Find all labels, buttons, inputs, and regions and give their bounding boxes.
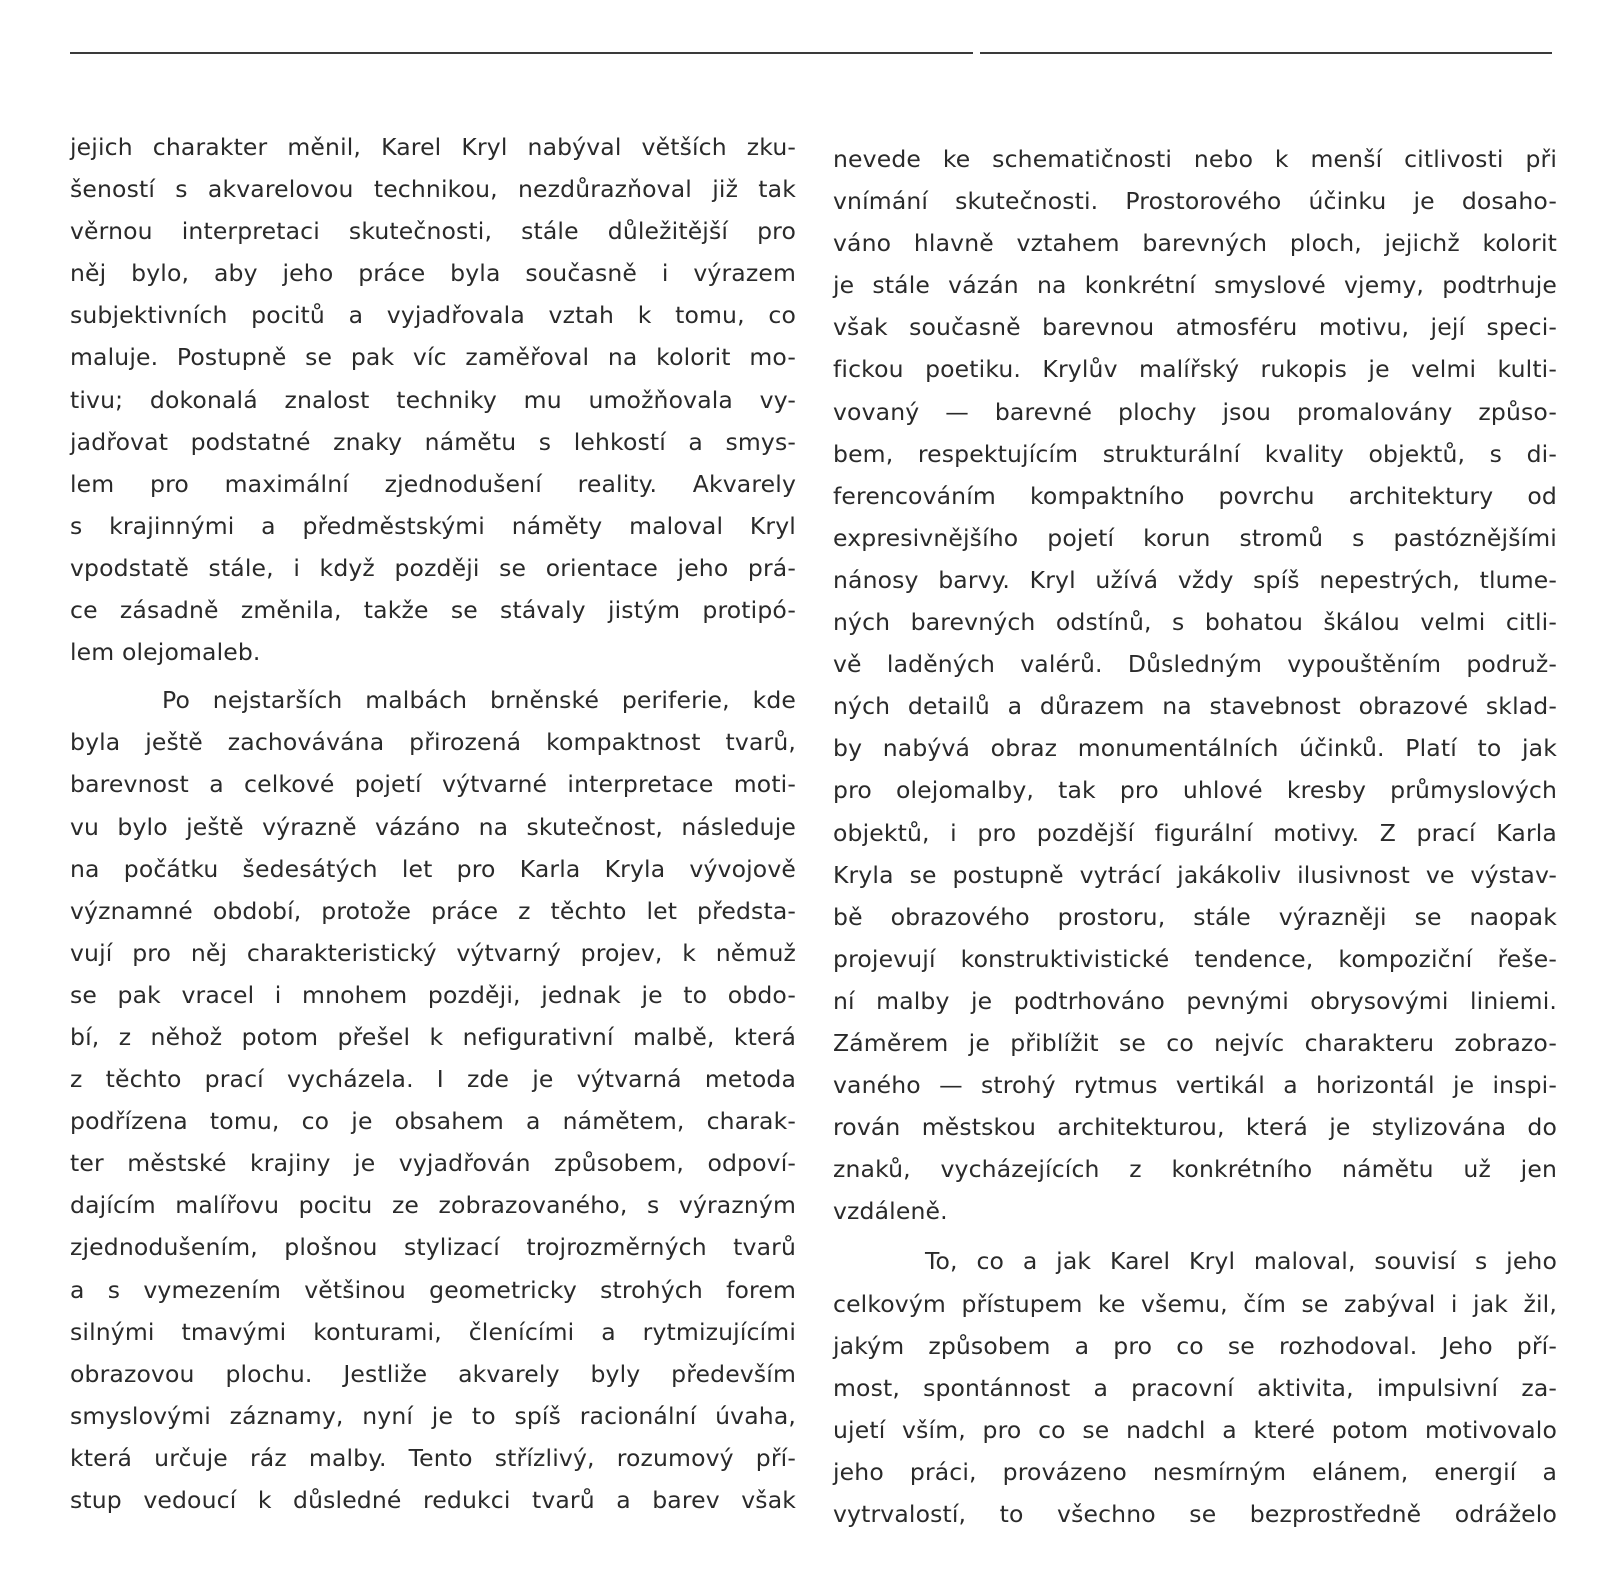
text-line: se pak vracel i mnohem později, jednak je to obdo- — [70, 980, 796, 1009]
text-line: rován městskou architekturou, která je stylizována do — [833, 1113, 1557, 1142]
text-line: podřízena tomu, co je obsahem a námětem, charak- — [70, 1107, 796, 1136]
header-rule-right — [980, 52, 1552, 54]
text-line: fickou poetiku. Krylův malířský rukopis je velmi kulti- — [833, 355, 1557, 384]
right-text-column — [833, 138, 1557, 1535]
text-line: vě laděných valérů. Důsledným vypouštěním podruž- — [833, 650, 1557, 679]
paragraph — [833, 1240, 1557, 1535]
text-line: projevují konstruktivistické tendence, kompoziční řeše- — [833, 944, 1557, 973]
text-line: maluje. Postupně se pak víc zaměřoval na kolorit mo- — [70, 343, 796, 372]
text-line: lem pro maximální zjednodušení reality. Akvarely — [70, 469, 796, 498]
text-line: ter městské krajiny je vyjadřován způsobem, odpoví- — [70, 1149, 796, 1178]
text-line: která určuje ráz malby. Tento střízlivý, rozumový pří- — [70, 1443, 796, 1472]
text-line: expresivnějšího pojetí korun stromů s pastóznějšími — [833, 523, 1557, 552]
text-line: šeností s akvarelovou technikou, nezdůrazňoval již tak — [70, 175, 796, 204]
text-line: na počátku šedesátých let pro Karla Kryla vývojově — [70, 854, 796, 883]
text-line: nevede ke schematičnosti nebo k menší citlivosti při — [833, 145, 1557, 173]
paragraph — [70, 126, 796, 673]
text-line: váno hlavně vztahem barevných ploch, jejichž kolorit — [833, 229, 1557, 258]
text-line: nánosy barvy. Kryl užívá vždy spíš nepestrých, tlume- — [833, 565, 1557, 594]
text-line: bem, respektujícím strukturální kvality objektů, s di- — [833, 439, 1557, 468]
text-line: by nabývá obraz monumentálních účinků. Platí to jak — [833, 734, 1557, 763]
text-line: jakým způsobem a pro co se rozhodoval. Jeho pří- — [833, 1331, 1557, 1360]
text-line: smyslovými záznamy, nyní je to spíš racionální úvaha, — [70, 1401, 796, 1430]
text-line: Záměrem je přiblížit se co nejvíc charakteru zobrazo- — [833, 1028, 1557, 1057]
text-line: vují pro něj charakteristický výtvarný projev, k němuž — [70, 938, 796, 967]
text-line: vovaný — barevné plochy jsou promalovány způso- — [833, 397, 1557, 426]
text-line: vnímání skutečnosti. Prostorového účinku je dosaho- — [833, 187, 1557, 216]
text-line: a s vymezením většinou geometricky strohých forem — [70, 1275, 796, 1304]
text-line: barevnost a celkové pojetí výtvarné interpretace moti- — [70, 770, 796, 799]
text-line: jeho práci, provázeno nesmírným elánem, energií a — [833, 1457, 1557, 1486]
text-line: jejich charakter měnil, Karel Kryl nabýval větších zku- — [70, 133, 796, 161]
text-line: tivu; dokonalá znalost techniky mu umožňovala vy- — [70, 385, 796, 414]
text-line: s krajinnými a předměstskými náměty maloval Kryl — [70, 511, 796, 540]
paragraph — [70, 679, 796, 1521]
text-line: z těchto prací vycházela. I zde je výtvarná metoda — [70, 1065, 796, 1094]
text-line: vytrvalostí, to všechno se bezprostředně odráželo — [833, 1500, 1557, 1528]
text-line: jadřovat podstatné znaky námětu s lehkostí a smys- — [70, 427, 796, 456]
text-line: bí, z něhož potom přešel k nefigurativní malbě, která — [70, 1022, 796, 1051]
paragraph — [833, 138, 1557, 1232]
text-line: zjednodušením, plošnou stylizací trojrozměrných tvarů — [70, 1233, 796, 1262]
text-line: něj bylo, aby jeho práce byla současně i výrazem — [70, 259, 796, 288]
text-line: celkovým přístupem ke všemu, čím se zabýval i jak žil, — [833, 1289, 1557, 1318]
text-line: ných detailů a důrazem na stavebnost obrazové sklad- — [833, 692, 1557, 721]
text-line: vzdáleně. — [833, 1197, 948, 1226]
text-line: ných barevných odstínů, s bohatou škálou velmi citli- — [833, 608, 1557, 637]
text-line: obrazovou plochu. Jestliže akvarely byly především — [70, 1359, 796, 1388]
text-line: subjektivních pocitů a vyjadřovala vztah k tomu, co — [70, 301, 796, 330]
text-line: lem olejomaleb. — [70, 638, 261, 667]
text-line: objektů, i pro pozdější figurální motivy. Z prací Karla — [833, 818, 1557, 847]
text-line: Po nejstarších malbách brněnské periferie, kde — [162, 686, 796, 715]
text-line: věrnou interpretaci skutečnosti, stále důležitější pro — [70, 217, 796, 246]
text-line: znaků, vycházejících z konkrétního námětu už jen — [833, 1155, 1557, 1184]
text-line: byla ještě zachovávána přirozená kompaktnost tvarů, — [70, 728, 796, 757]
text-line: pro olejomalby, tak pro uhlové kresby průmyslových — [833, 776, 1557, 805]
text-line: vpodstatě stále, i když později se orientace jeho prá- — [70, 553, 796, 582]
text-line: dajícím malířovu pocitu ze zobrazovaného, s výrazným — [70, 1191, 796, 1220]
paragraph-gap — [833, 1232, 1557, 1240]
text-line: ujetí vším, pro co se nadchl a které potom motivovalo — [833, 1415, 1557, 1444]
text-line: Kryla se postupně vytrácí jakákoliv ilusivnost ve výstav- — [833, 860, 1557, 889]
header-rule-left — [70, 52, 973, 54]
text-line: vaného — strohý rytmus vertikál a horizontál je inspi- — [833, 1071, 1557, 1100]
text-line: To, co a jak Karel Kryl maloval, souvisí s jeho — [925, 1247, 1557, 1276]
text-line: je stále vázán na konkrétní smyslové vjemy, podtrhuje — [833, 271, 1557, 300]
left-text-column — [70, 126, 796, 1521]
text-line: ferencováním kompaktního povrchu architektury od — [833, 481, 1557, 510]
text-line: vu bylo ještě výrazně vázáno na skutečnost, následuje — [70, 812, 796, 841]
text-line: významné období, protože práce z těchto let předsta- — [70, 896, 796, 925]
text-line: však současně barevnou atmosféru motivu, její speci- — [833, 313, 1557, 342]
text-line: most, spontánnost a pracovní aktivita, impulsivní za- — [833, 1373, 1557, 1402]
text-line: stup vedoucí k důsledné redukci tvarů a barev však — [70, 1486, 796, 1514]
text-line: ní malby je podtrhováno pevnými obrysovými liniemi. — [833, 986, 1557, 1015]
text-line: bě obrazového prostoru, stále výrazněji se naopak — [833, 902, 1557, 931]
text-line: ce zásadně změnila, takže se stávaly jistým protipó- — [70, 596, 796, 625]
text-line: silnými tmavými konturami, členícími a rytmizujícími — [70, 1317, 796, 1346]
